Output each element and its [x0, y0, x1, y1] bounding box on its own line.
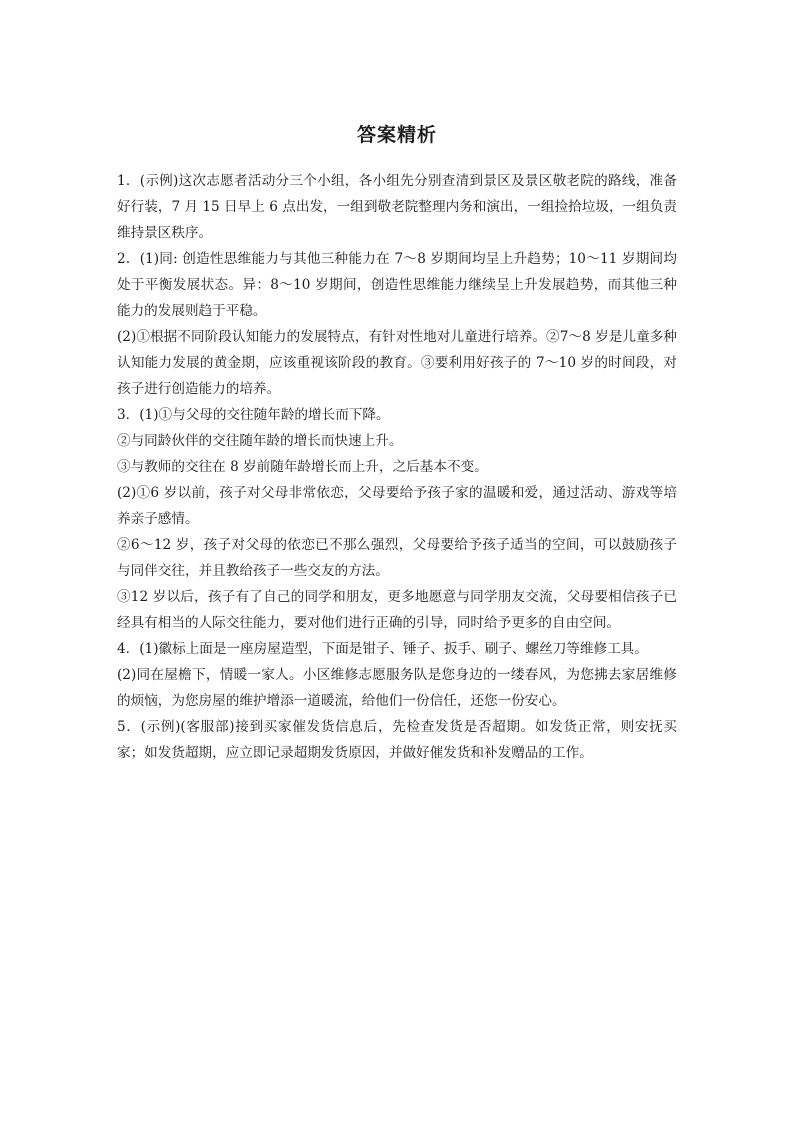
answer-3-1-a: 3．(1)①与父母的交往随年龄的增长而下降。: [117, 407, 390, 423]
answer-3-2-a: (2)①6 岁以前，孩子对父母非常依恋，父母要给予孩子家的温暖和爱，通过活动、游戏等培养亲子感情。: [117, 485, 677, 527]
answer-3-1-b: ②与同龄伙伴的交往随年龄的增长而快速上升。: [117, 433, 403, 449]
answer-3-2-c: ③12 岁以后，孩子有了自己的同学和朋友，更多地愿意与同学朋友交流，父母要相信孩子已经具有相当的人际交往能力，要对他们进行正确的引导，同时给予更多的自由空间。: [117, 589, 677, 631]
page-title: 答案精析: [356, 124, 437, 146]
answer-3-2-b: ②6～12 岁，孩子对父母的依恋已不那么强烈，父母要给予孩子适当的空间，可以鼓励孩子与同伴交往，并且教给孩子一些交友的方法。: [117, 537, 677, 579]
answer-2-2: (2)①根据不同阶段认知能力的发展特点，有针对性地对儿童进行培养。②7～8 岁是儿童多种认知能力发展的黄金期，应该重视该阶段的教育。③要利用好孩子的 7～10 岁的时间段，对孩子进行创造能力的培养。: [117, 329, 677, 397]
answer-3-1-c: ③与教师的交往在 8 岁前随年龄增长而上升，之后基本不变。: [117, 459, 488, 475]
answer-5: 5．(示例)(客服部)接到买家催发货信息后，先检查发货是否超期。如发货正常，则安抚买家；如发货超期，应立即记录超期发货原因，并做好催发货和补发赠品的工作。: [117, 719, 677, 761]
answer-4-2: (2)同在屋檐下，情暖一家人。小区维修志愿服务队是您身边的一缕春风，为您拂去家居维修的烦恼，为您房屋的维护增添一道暖流，给他们一份信任，还您一份安心。: [117, 667, 677, 709]
answer-4-1: 4．(1)徽标上面是一座房屋造型，下面是钳子、锤子、扳手、刷子、螺丝刀等维修工具。: [117, 641, 648, 657]
answer-1: 1．(示例)这次志愿者活动分三个小组，各小组先分别查清到景区及景区敬老院的路线，准备好行装，7 月 15 日早上 6 点出发，一组到敬老院整理内务和演出，一组捡拾垃圾，一组负责维持景区秩序。: [117, 173, 677, 241]
answer-2-1: 2．(1)同: 创造性思维能力与其他三种能力在 7～8 岁期间均呈上升趋势；10～11 岁期间均处于平衡发展状态。异：8～10 岁期间，创造性思维能力继续呈上升发展趋势，而其他三种能力的发展则趋于平稳。: [117, 251, 677, 319]
answer-content: [117, 168, 677, 766]
